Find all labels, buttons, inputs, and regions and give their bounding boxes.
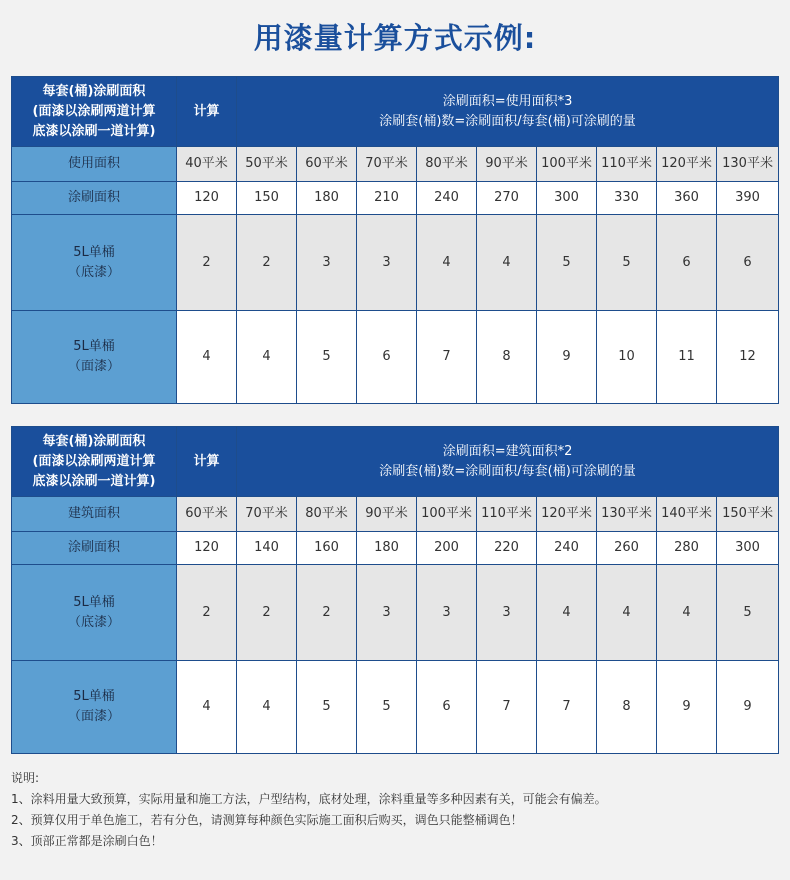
topcoat-count-cell: 9 <box>717 661 779 754</box>
header-label-cell <box>12 77 177 147</box>
primer-count-cell: 6 <box>657 215 717 311</box>
page-title: 用漆量计算方式示例: <box>253 21 537 55</box>
primer-count-cell: 5 <box>597 215 657 311</box>
formula-cell <box>237 427 779 497</box>
primer-label <box>12 565 177 661</box>
primer-count-cell: 2 <box>177 565 237 661</box>
primer-count-cell: 5 <box>717 565 779 661</box>
area-cell: 70平米 <box>357 147 417 182</box>
notes-heading: 说明: <box>11 771 40 785</box>
topcoat-count-cell: 7 <box>417 311 477 404</box>
primer-count-cell: 4 <box>597 565 657 661</box>
paint-area-cell: 120 <box>177 532 237 565</box>
area-cell: 80平米 <box>417 147 477 182</box>
paint-area-cell: 260 <box>597 532 657 565</box>
area-cell: 80平米 <box>297 497 357 532</box>
formula-line: 涂刷套(桶)数=涂刷面积/每套(桶)可涂刷的量 <box>379 463 636 479</box>
paint-area-cell: 300 <box>537 182 597 215</box>
paint-area-cell: 160 <box>297 532 357 565</box>
topcoat-label <box>12 661 177 754</box>
note-item: 2、预算仅用于单色施工，若有分色，请测算每种颜色实际施工面积后购买，调色只能整桶调色！ <box>11 813 523 827</box>
topcoat-count-cell: 5 <box>357 661 417 754</box>
header-label-line: (面漆以涂刷两道计算 <box>32 453 156 469</box>
topcoat-count-cell: 10 <box>597 311 657 404</box>
topcoat-count-cell: 4 <box>177 661 237 754</box>
primer-count-cell: 6 <box>717 215 779 311</box>
topcoat-count-cell: 7 <box>477 661 537 754</box>
usage-table-2 <box>11 426 779 754</box>
formula-line: 涂刷套(桶)数=涂刷面积/每套(桶)可涂刷的量 <box>379 113 636 129</box>
paint-area-cell: 220 <box>477 532 537 565</box>
primer-count-cell: 3 <box>357 565 417 661</box>
primer-label <box>12 215 177 311</box>
primer-count-cell: 4 <box>477 215 537 311</box>
topcoat-count-cell: 9 <box>657 661 717 754</box>
paint-area-cell: 330 <box>597 182 657 215</box>
area-cell: 110平米 <box>597 147 657 182</box>
area-cell: 140平米 <box>657 497 717 532</box>
header-label-line: 底漆以涂刷一道计算) <box>32 473 156 489</box>
area-cell: 40平米 <box>177 147 237 182</box>
topcoat-label <box>12 311 177 404</box>
area-cell: 120平米 <box>537 497 597 532</box>
area-cell: 60平米 <box>297 147 357 182</box>
topcoat-count-cell: 6 <box>357 311 417 404</box>
area-cell: 70平米 <box>237 497 297 532</box>
header-label-line: 每套(桶)涂刷面积 <box>42 433 146 449</box>
formula-line: 涂刷面积=使用面积*3 <box>442 93 573 109</box>
paint-area-cell: 270 <box>477 182 537 215</box>
note-item: 1、涂料用量大致预算，实际用量和施工方法，户型结构，底材处理，涂料重量等多种因素有关，可能会有偏差。 <box>11 792 607 806</box>
area-cell: 90平米 <box>477 147 537 182</box>
primer-count-cell: 2 <box>177 215 237 311</box>
formula-line: 涂刷面积=建筑面积*2 <box>442 443 573 459</box>
topcoat-label-line: 5L单桶 <box>73 689 115 704</box>
primer-label-line: 5L单桶 <box>73 594 115 610</box>
topcoat-label-line: 5L单桶 <box>73 339 115 354</box>
paint-area-cell: 300 <box>717 532 779 565</box>
notes <box>11 768 781 852</box>
primer-count-cell: 4 <box>417 215 477 311</box>
topcoat-count-cell: 12 <box>717 311 779 404</box>
area-label: 使用面积 <box>12 147 177 182</box>
paint-area-cell: 180 <box>357 532 417 565</box>
paint-area-cell: 150 <box>237 182 297 215</box>
primer-count-cell: 4 <box>537 565 597 661</box>
area-label: 建筑面积 <box>12 497 177 532</box>
header-label-line: 每套(桶)涂刷面积 <box>42 83 146 99</box>
primer-label-line: （底漆） <box>67 264 120 280</box>
topcoat-count-cell: 4 <box>237 311 297 404</box>
paint-area-cell: 140 <box>237 532 297 565</box>
area-cell: 100平米 <box>537 147 597 182</box>
primer-count-cell: 2 <box>237 215 297 311</box>
primer-count-cell: 2 <box>297 565 357 661</box>
area-cell: 110平米 <box>477 497 537 532</box>
paint-area-cell: 240 <box>417 182 477 215</box>
topcoat-label-line: （面漆） <box>67 359 120 374</box>
topcoat-count-cell: 5 <box>297 311 357 404</box>
primer-count-cell: 3 <box>297 215 357 311</box>
paint-area-cell: 200 <box>417 532 477 565</box>
area-cell: 130平米 <box>597 497 657 532</box>
header-label-line: 底漆以涂刷一道计算) <box>32 123 156 139</box>
paint-area-cell: 360 <box>657 182 717 215</box>
primer-label-line: 5L单桶 <box>73 244 115 260</box>
topcoat-count-cell: 9 <box>537 311 597 404</box>
topcoat-count-cell: 8 <box>597 661 657 754</box>
calc-label: 计算 <box>177 427 237 497</box>
primer-count-cell: 5 <box>537 215 597 311</box>
area-cell: 100平米 <box>417 497 477 532</box>
primer-count-cell: 3 <box>357 215 417 311</box>
topcoat-count-cell: 4 <box>237 661 297 754</box>
area-cell: 130平米 <box>717 147 779 182</box>
topcoat-count-cell: 5 <box>297 661 357 754</box>
paint-area-cell: 120 <box>177 182 237 215</box>
primer-count-cell: 3 <box>477 565 537 661</box>
area-cell: 120平米 <box>657 147 717 182</box>
topcoat-count-cell: 8 <box>477 311 537 404</box>
primer-count-cell: 3 <box>417 565 477 661</box>
paint-area-cell: 280 <box>657 532 717 565</box>
topcoat-label-line: （面漆） <box>67 709 120 724</box>
area-cell: 50平米 <box>237 147 297 182</box>
primer-count-cell: 4 <box>657 565 717 661</box>
usage-table-1 <box>11 76 779 404</box>
note-item: 3、顶部正常都是涂刷白色！ <box>11 834 163 848</box>
topcoat-count-cell: 4 <box>177 311 237 404</box>
primer-count-cell: 2 <box>237 565 297 661</box>
paint-area-label: 涂刷面积 <box>12 532 177 565</box>
paint-area-cell: 180 <box>297 182 357 215</box>
calc-label: 计算 <box>177 77 237 147</box>
topcoat-count-cell: 6 <box>417 661 477 754</box>
paint-area-cell: 240 <box>537 532 597 565</box>
topcoat-count-cell: 11 <box>657 311 717 404</box>
paint-area-label: 涂刷面积 <box>12 182 177 215</box>
header-label-cell <box>12 427 177 497</box>
area-cell: 60平米 <box>177 497 237 532</box>
paint-area-cell: 210 <box>357 182 417 215</box>
formula-cell <box>237 77 779 147</box>
topcoat-count-cell: 7 <box>537 661 597 754</box>
area-cell: 90平米 <box>357 497 417 532</box>
paint-area-cell: 390 <box>717 182 779 215</box>
area-cell: 150平米 <box>717 497 779 532</box>
primer-label-line: （底漆） <box>67 614 120 630</box>
header-label-line: (面漆以涂刷两道计算 <box>32 103 156 119</box>
